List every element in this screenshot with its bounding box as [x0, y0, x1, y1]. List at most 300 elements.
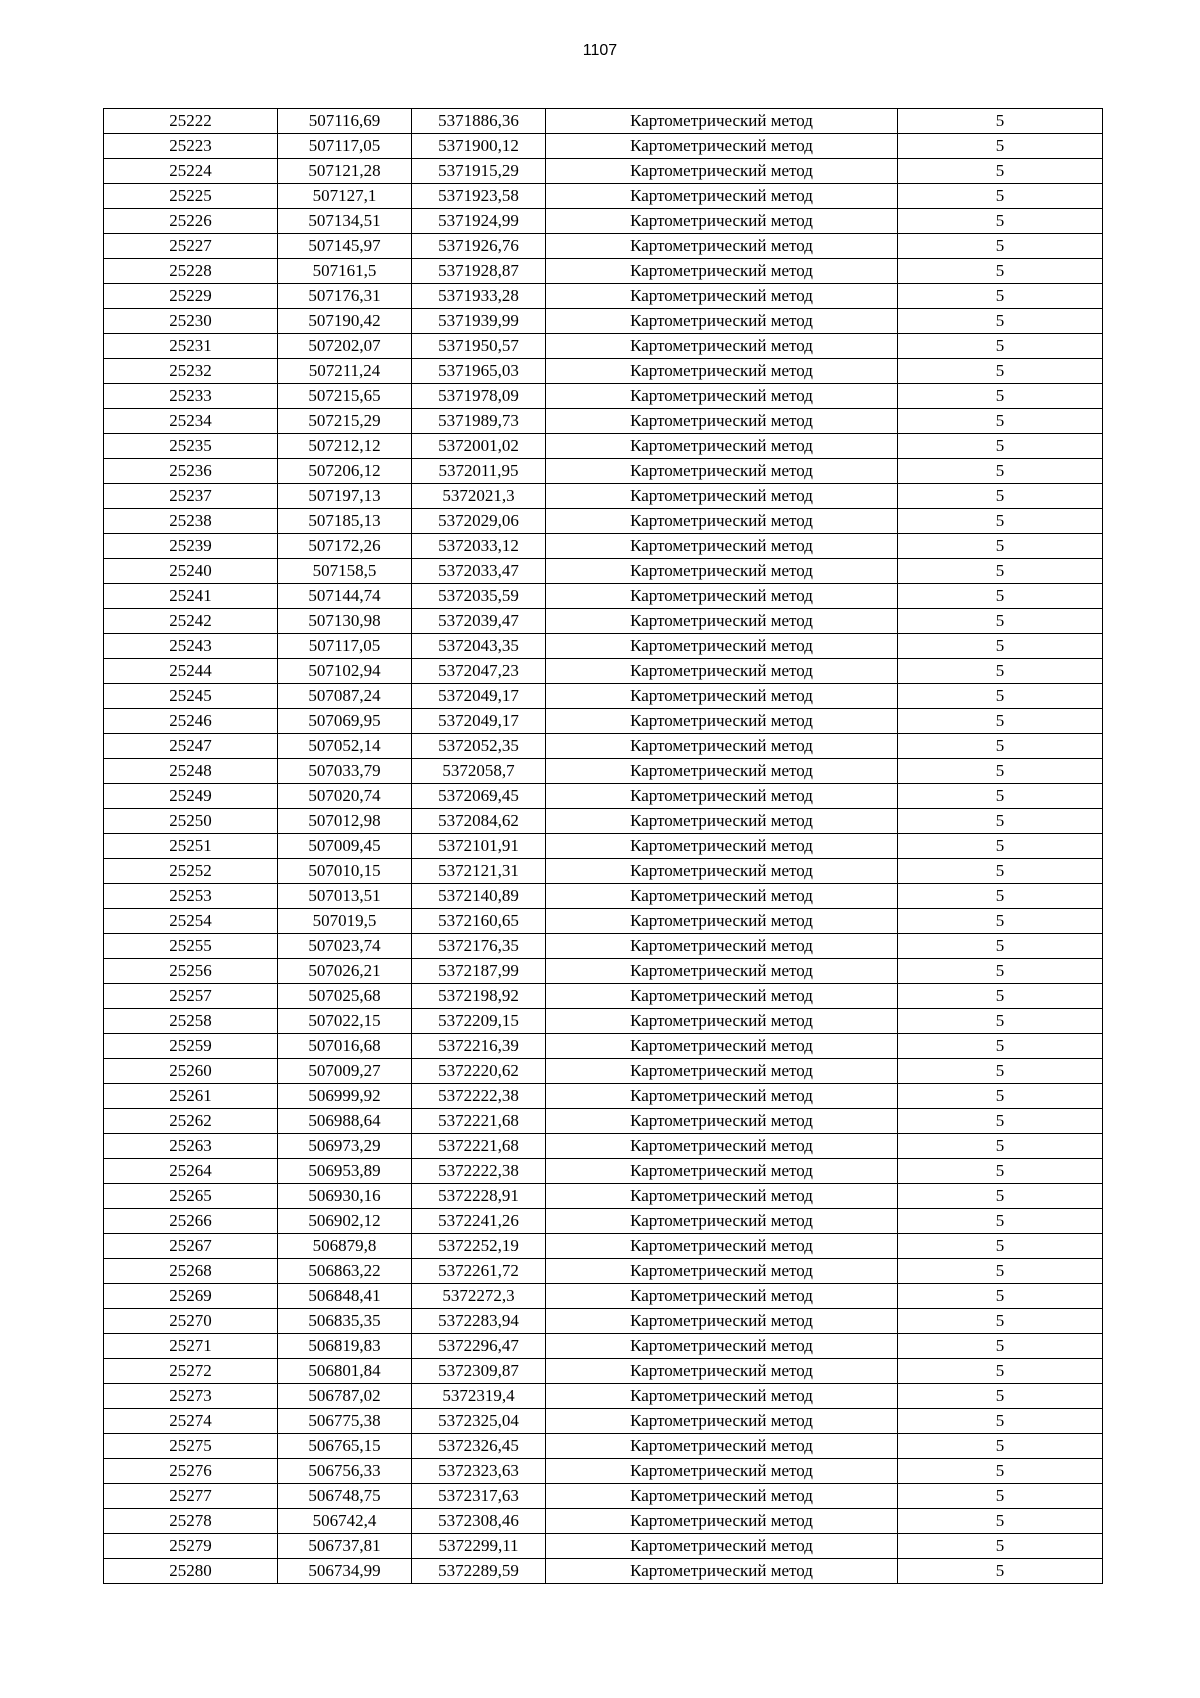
y-coordinate-cell: 5372323,63 — [412, 1459, 546, 1484]
table-row — [104, 984, 1103, 1009]
table-row — [104, 684, 1103, 709]
x-coordinate-cell: 507025,68 — [278, 984, 412, 1009]
table-row — [104, 784, 1103, 809]
method-cell: Картометрический метод — [546, 309, 898, 334]
x-coordinate-cell: 506801,84 — [278, 1359, 412, 1384]
method-cell: Картометрический метод — [546, 984, 898, 1009]
accuracy-cell: 5 — [898, 1184, 1103, 1209]
x-coordinate-cell: 507144,74 — [278, 584, 412, 609]
point-number-cell: 25225 — [104, 184, 278, 209]
accuracy-cell: 5 — [898, 409, 1103, 434]
y-coordinate-cell: 5372326,45 — [412, 1434, 546, 1459]
y-coordinate-cell: 5372216,39 — [412, 1034, 546, 1059]
point-number-cell: 25267 — [104, 1234, 278, 1259]
method-cell: Картометрический метод — [546, 1434, 898, 1459]
table-row — [104, 459, 1103, 484]
table-row — [104, 134, 1103, 159]
table-row — [104, 834, 1103, 859]
x-coordinate-cell: 507087,24 — [278, 684, 412, 709]
y-coordinate-cell: 5372101,91 — [412, 834, 546, 859]
accuracy-cell: 5 — [898, 1109, 1103, 1134]
y-coordinate-cell: 5371965,03 — [412, 359, 546, 384]
table-row — [104, 259, 1103, 284]
method-cell: Картометрический метод — [546, 809, 898, 834]
method-cell: Картометрический метод — [546, 1234, 898, 1259]
y-coordinate-cell: 5372021,3 — [412, 484, 546, 509]
method-cell: Картометрический метод — [546, 884, 898, 909]
table-row — [104, 1209, 1103, 1234]
accuracy-cell: 5 — [898, 534, 1103, 559]
x-coordinate-cell: 506988,64 — [278, 1109, 412, 1134]
method-cell: Картометрический метод — [546, 384, 898, 409]
x-coordinate-cell: 506999,92 — [278, 1084, 412, 1109]
accuracy-cell: 5 — [898, 1559, 1103, 1584]
accuracy-cell: 5 — [898, 934, 1103, 959]
point-number-cell: 25261 — [104, 1084, 278, 1109]
y-coordinate-cell: 5372241,26 — [412, 1209, 546, 1234]
y-coordinate-cell: 5372325,04 — [412, 1409, 546, 1434]
method-cell: Картометрический метод — [546, 959, 898, 984]
accuracy-cell: 5 — [898, 684, 1103, 709]
x-coordinate-cell: 507020,74 — [278, 784, 412, 809]
y-coordinate-cell: 5372198,92 — [412, 984, 546, 1009]
table-row — [104, 1509, 1103, 1534]
accuracy-cell: 5 — [898, 109, 1103, 134]
table-row — [104, 884, 1103, 909]
y-coordinate-cell: 5372049,17 — [412, 709, 546, 734]
y-coordinate-cell: 5372299,11 — [412, 1534, 546, 1559]
method-cell: Картометрический метод — [546, 784, 898, 809]
point-number-cell: 25268 — [104, 1259, 278, 1284]
point-number-cell: 25234 — [104, 409, 278, 434]
x-coordinate-cell: 507202,07 — [278, 334, 412, 359]
accuracy-cell: 5 — [898, 284, 1103, 309]
x-coordinate-cell: 506973,29 — [278, 1134, 412, 1159]
accuracy-cell: 5 — [898, 559, 1103, 584]
method-cell: Картометрический метод — [546, 634, 898, 659]
y-coordinate-cell: 5372047,23 — [412, 659, 546, 684]
accuracy-cell: 5 — [898, 809, 1103, 834]
method-cell: Картометрический метод — [546, 834, 898, 859]
table-row — [104, 1284, 1103, 1309]
x-coordinate-cell: 506787,02 — [278, 1384, 412, 1409]
accuracy-cell: 5 — [898, 1309, 1103, 1334]
accuracy-cell: 5 — [898, 434, 1103, 459]
point-number-cell: 25226 — [104, 209, 278, 234]
accuracy-cell: 5 — [898, 759, 1103, 784]
table-row — [104, 1459, 1103, 1484]
method-cell: Картометрический метод — [546, 1009, 898, 1034]
coordinates-table — [103, 108, 1103, 1584]
method-cell: Картометрический метод — [546, 359, 898, 384]
y-coordinate-cell: 5371900,12 — [412, 134, 546, 159]
y-coordinate-cell: 5371926,76 — [412, 234, 546, 259]
x-coordinate-cell: 506902,12 — [278, 1209, 412, 1234]
x-coordinate-cell: 507010,15 — [278, 859, 412, 884]
y-coordinate-cell: 5372222,38 — [412, 1084, 546, 1109]
x-coordinate-cell: 507009,27 — [278, 1059, 412, 1084]
method-cell: Картометрический метод — [546, 534, 898, 559]
x-coordinate-cell: 507130,98 — [278, 609, 412, 634]
table-row — [104, 184, 1103, 209]
y-coordinate-cell: 5371989,73 — [412, 409, 546, 434]
y-coordinate-cell: 5372058,7 — [412, 759, 546, 784]
accuracy-cell: 5 — [898, 234, 1103, 259]
accuracy-cell: 5 — [898, 959, 1103, 984]
accuracy-cell: 5 — [898, 309, 1103, 334]
point-number-cell: 25238 — [104, 509, 278, 534]
table-row — [104, 1059, 1103, 1084]
accuracy-cell: 5 — [898, 1434, 1103, 1459]
x-coordinate-cell: 507158,5 — [278, 559, 412, 584]
method-cell: Картометрический метод — [546, 1159, 898, 1184]
accuracy-cell: 5 — [898, 1209, 1103, 1234]
table-row — [104, 1134, 1103, 1159]
x-coordinate-cell: 507026,21 — [278, 959, 412, 984]
y-coordinate-cell: 5372296,47 — [412, 1334, 546, 1359]
x-coordinate-cell: 507102,94 — [278, 659, 412, 684]
point-number-cell: 25259 — [104, 1034, 278, 1059]
y-coordinate-cell: 5372187,99 — [412, 959, 546, 984]
accuracy-cell: 5 — [898, 1059, 1103, 1084]
method-cell: Картометрический метод — [546, 1359, 898, 1384]
point-number-cell: 25253 — [104, 884, 278, 909]
accuracy-cell: 5 — [898, 1459, 1103, 1484]
method-cell: Картометрический метод — [546, 109, 898, 134]
x-coordinate-cell: 507215,65 — [278, 384, 412, 409]
point-number-cell: 25258 — [104, 1009, 278, 1034]
method-cell: Картометрический метод — [546, 1509, 898, 1534]
point-number-cell: 25240 — [104, 559, 278, 584]
accuracy-cell: 5 — [898, 909, 1103, 934]
y-coordinate-cell: 5372033,47 — [412, 559, 546, 584]
point-number-cell: 25251 — [104, 834, 278, 859]
accuracy-cell: 5 — [898, 159, 1103, 184]
point-number-cell: 25250 — [104, 809, 278, 834]
table-row — [104, 1234, 1103, 1259]
table-row — [104, 359, 1103, 384]
x-coordinate-cell: 507069,95 — [278, 709, 412, 734]
method-cell: Картометрический метод — [546, 1184, 898, 1209]
point-number-cell: 25246 — [104, 709, 278, 734]
method-cell: Картометрический метод — [546, 734, 898, 759]
point-number-cell: 25249 — [104, 784, 278, 809]
point-number-cell: 25264 — [104, 1159, 278, 1184]
point-number-cell: 25255 — [104, 934, 278, 959]
accuracy-cell: 5 — [898, 709, 1103, 734]
table-row — [104, 334, 1103, 359]
point-number-cell: 25243 — [104, 634, 278, 659]
method-cell: Картометрический метод — [546, 909, 898, 934]
method-cell: Картометрический метод — [546, 284, 898, 309]
y-coordinate-cell: 5372001,02 — [412, 434, 546, 459]
point-number-cell: 25262 — [104, 1109, 278, 1134]
point-number-cell: 25247 — [104, 734, 278, 759]
point-number-cell: 25269 — [104, 1284, 278, 1309]
table-row — [104, 1309, 1103, 1334]
point-number-cell: 25278 — [104, 1509, 278, 1534]
method-cell: Картометрический метод — [546, 1284, 898, 1309]
x-coordinate-cell: 507190,42 — [278, 309, 412, 334]
y-coordinate-cell: 5371923,58 — [412, 184, 546, 209]
accuracy-cell: 5 — [898, 1234, 1103, 1259]
x-coordinate-cell: 507117,05 — [278, 634, 412, 659]
point-number-cell: 25254 — [104, 909, 278, 934]
x-coordinate-cell: 507012,98 — [278, 809, 412, 834]
point-number-cell: 25252 — [104, 859, 278, 884]
y-coordinate-cell: 5372069,45 — [412, 784, 546, 809]
x-coordinate-cell: 506748,75 — [278, 1484, 412, 1509]
x-coordinate-cell: 507019,5 — [278, 909, 412, 934]
table-row — [104, 309, 1103, 334]
accuracy-cell: 5 — [898, 509, 1103, 534]
method-cell: Картометрический метод — [546, 334, 898, 359]
y-coordinate-cell: 5371915,29 — [412, 159, 546, 184]
table-row — [104, 1184, 1103, 1209]
accuracy-cell: 5 — [898, 659, 1103, 684]
point-number-cell: 25248 — [104, 759, 278, 784]
table-row — [104, 109, 1103, 134]
table-row — [104, 384, 1103, 409]
accuracy-cell: 5 — [898, 1159, 1103, 1184]
method-cell: Картометрический метод — [546, 709, 898, 734]
method-cell: Картометрический метод — [546, 1384, 898, 1409]
accuracy-cell: 5 — [898, 359, 1103, 384]
y-coordinate-cell: 5372140,89 — [412, 884, 546, 909]
point-number-cell: 25279 — [104, 1534, 278, 1559]
point-number-cell: 25229 — [104, 284, 278, 309]
x-coordinate-cell: 507116,69 — [278, 109, 412, 134]
x-coordinate-cell: 506756,33 — [278, 1459, 412, 1484]
accuracy-cell: 5 — [898, 584, 1103, 609]
point-number-cell: 25257 — [104, 984, 278, 1009]
method-cell: Картометрический метод — [546, 1309, 898, 1334]
x-coordinate-cell: 507197,13 — [278, 484, 412, 509]
accuracy-cell: 5 — [898, 1084, 1103, 1109]
point-number-cell: 25230 — [104, 309, 278, 334]
y-coordinate-cell: 5372176,35 — [412, 934, 546, 959]
y-coordinate-cell: 5372220,62 — [412, 1059, 546, 1084]
accuracy-cell: 5 — [898, 1384, 1103, 1409]
table-row — [104, 484, 1103, 509]
accuracy-cell: 5 — [898, 334, 1103, 359]
accuracy-cell: 5 — [898, 459, 1103, 484]
y-coordinate-cell: 5372043,35 — [412, 634, 546, 659]
x-coordinate-cell: 507176,31 — [278, 284, 412, 309]
y-coordinate-cell: 5372039,47 — [412, 609, 546, 634]
point-number-cell: 25222 — [104, 109, 278, 134]
x-coordinate-cell: 507161,5 — [278, 259, 412, 284]
accuracy-cell: 5 — [898, 259, 1103, 284]
x-coordinate-cell: 507185,13 — [278, 509, 412, 534]
y-coordinate-cell: 5371886,36 — [412, 109, 546, 134]
x-coordinate-cell: 506835,35 — [278, 1309, 412, 1334]
table-row — [104, 559, 1103, 584]
point-number-cell: 25265 — [104, 1184, 278, 1209]
x-coordinate-cell: 507013,51 — [278, 884, 412, 909]
method-cell: Картометрический метод — [546, 1134, 898, 1159]
accuracy-cell: 5 — [898, 384, 1103, 409]
method-cell: Картометрический метод — [546, 759, 898, 784]
y-coordinate-cell: 5372317,63 — [412, 1484, 546, 1509]
table-row — [104, 1334, 1103, 1359]
accuracy-cell: 5 — [898, 734, 1103, 759]
y-coordinate-cell: 5372049,17 — [412, 684, 546, 709]
table-row — [104, 1559, 1103, 1584]
point-number-cell: 25260 — [104, 1059, 278, 1084]
table-row — [104, 959, 1103, 984]
x-coordinate-cell: 507212,12 — [278, 434, 412, 459]
y-coordinate-cell: 5372222,38 — [412, 1159, 546, 1184]
method-cell: Картометрический метод — [546, 259, 898, 284]
method-cell: Картометрический метод — [546, 659, 898, 684]
accuracy-cell: 5 — [898, 1409, 1103, 1434]
table-row — [104, 1034, 1103, 1059]
x-coordinate-cell: 507211,24 — [278, 359, 412, 384]
y-coordinate-cell: 5372029,06 — [412, 509, 546, 534]
accuracy-cell: 5 — [898, 1284, 1103, 1309]
x-coordinate-cell: 506737,81 — [278, 1534, 412, 1559]
y-coordinate-cell: 5372308,46 — [412, 1509, 546, 1534]
x-coordinate-cell: 506953,89 — [278, 1159, 412, 1184]
method-cell: Картометрический метод — [546, 1209, 898, 1234]
method-cell: Картометрический метод — [546, 409, 898, 434]
method-cell: Картометрический метод — [546, 609, 898, 634]
method-cell: Картометрический метод — [546, 1409, 898, 1434]
accuracy-cell: 5 — [898, 134, 1103, 159]
method-cell: Картометрический метод — [546, 1059, 898, 1084]
x-coordinate-cell: 506930,16 — [278, 1184, 412, 1209]
method-cell: Картометрический метод — [546, 434, 898, 459]
accuracy-cell: 5 — [898, 184, 1103, 209]
table-row — [104, 659, 1103, 684]
table-row — [104, 1484, 1103, 1509]
x-coordinate-cell: 507022,15 — [278, 1009, 412, 1034]
accuracy-cell: 5 — [898, 859, 1103, 884]
table-row — [104, 1109, 1103, 1134]
table-row — [104, 1434, 1103, 1459]
method-cell: Картометрический метод — [546, 484, 898, 509]
point-number-cell: 25271 — [104, 1334, 278, 1359]
method-cell: Картометрический метод — [546, 234, 898, 259]
table-row — [104, 1534, 1103, 1559]
method-cell: Картометрический метод — [546, 1259, 898, 1284]
point-number-cell: 25227 — [104, 234, 278, 259]
table-row — [104, 909, 1103, 934]
method-cell: Картометрический метод — [546, 159, 898, 184]
table-row — [104, 634, 1103, 659]
y-coordinate-cell: 5371933,28 — [412, 284, 546, 309]
table-row — [104, 709, 1103, 734]
x-coordinate-cell: 507033,79 — [278, 759, 412, 784]
method-cell: Картометрический метод — [546, 1084, 898, 1109]
x-coordinate-cell: 507145,97 — [278, 234, 412, 259]
table-row — [104, 1159, 1103, 1184]
y-coordinate-cell: 5372272,3 — [412, 1284, 546, 1309]
method-cell: Картометрический метод — [546, 209, 898, 234]
table-row — [104, 584, 1103, 609]
point-number-cell: 25223 — [104, 134, 278, 159]
table-row — [104, 1409, 1103, 1434]
method-cell: Картометрический метод — [546, 1459, 898, 1484]
table-row — [104, 409, 1103, 434]
method-cell: Картометрический метод — [546, 1034, 898, 1059]
table-row — [104, 759, 1103, 784]
table-row — [104, 509, 1103, 534]
accuracy-cell: 5 — [898, 784, 1103, 809]
table-row — [104, 934, 1103, 959]
y-coordinate-cell: 5371928,87 — [412, 259, 546, 284]
y-coordinate-cell: 5372289,59 — [412, 1559, 546, 1584]
y-coordinate-cell: 5372035,59 — [412, 584, 546, 609]
y-coordinate-cell: 5372221,68 — [412, 1109, 546, 1134]
x-coordinate-cell: 507172,26 — [278, 534, 412, 559]
x-coordinate-cell: 507127,1 — [278, 184, 412, 209]
point-number-cell: 25274 — [104, 1409, 278, 1434]
method-cell: Картометрический метод — [546, 1559, 898, 1584]
point-number-cell: 25236 — [104, 459, 278, 484]
accuracy-cell: 5 — [898, 609, 1103, 634]
point-number-cell: 25235 — [104, 434, 278, 459]
x-coordinate-cell: 507117,05 — [278, 134, 412, 159]
coordinates-table-body — [104, 109, 1103, 1584]
x-coordinate-cell: 507016,68 — [278, 1034, 412, 1059]
y-coordinate-cell: 5371978,09 — [412, 384, 546, 409]
table-row — [104, 609, 1103, 634]
point-number-cell: 25275 — [104, 1434, 278, 1459]
y-coordinate-cell: 5372252,19 — [412, 1234, 546, 1259]
point-number-cell: 25272 — [104, 1359, 278, 1384]
point-number-cell: 25242 — [104, 609, 278, 634]
table-row — [104, 1359, 1103, 1384]
method-cell: Картометрический метод — [546, 584, 898, 609]
point-number-cell: 25233 — [104, 384, 278, 409]
accuracy-cell: 5 — [898, 1259, 1103, 1284]
table-row — [104, 859, 1103, 884]
table-row — [104, 1384, 1103, 1409]
x-coordinate-cell: 506742,4 — [278, 1509, 412, 1534]
accuracy-cell: 5 — [898, 1009, 1103, 1034]
y-coordinate-cell: 5372052,35 — [412, 734, 546, 759]
accuracy-cell: 5 — [898, 1034, 1103, 1059]
method-cell: Картометрический метод — [546, 1484, 898, 1509]
point-number-cell: 25256 — [104, 959, 278, 984]
point-number-cell: 25244 — [104, 659, 278, 684]
x-coordinate-cell: 507206,12 — [278, 459, 412, 484]
table-row — [104, 1009, 1103, 1034]
accuracy-cell: 5 — [898, 209, 1103, 234]
table-row — [104, 159, 1103, 184]
x-coordinate-cell: 507121,28 — [278, 159, 412, 184]
y-coordinate-cell: 5371939,99 — [412, 309, 546, 334]
method-cell: Картометрический метод — [546, 1334, 898, 1359]
y-coordinate-cell: 5372283,94 — [412, 1309, 546, 1334]
accuracy-cell: 5 — [898, 484, 1103, 509]
accuracy-cell: 5 — [898, 1534, 1103, 1559]
table-row — [104, 1084, 1103, 1109]
table-row — [104, 284, 1103, 309]
x-coordinate-cell: 507009,45 — [278, 834, 412, 859]
point-number-cell: 25237 — [104, 484, 278, 509]
table-row — [104, 234, 1103, 259]
accuracy-cell: 5 — [898, 1334, 1103, 1359]
point-number-cell: 25232 — [104, 359, 278, 384]
table-row — [104, 1259, 1103, 1284]
point-number-cell: 25263 — [104, 1134, 278, 1159]
method-cell: Картометрический метод — [546, 184, 898, 209]
x-coordinate-cell: 507215,29 — [278, 409, 412, 434]
point-number-cell: 25245 — [104, 684, 278, 709]
